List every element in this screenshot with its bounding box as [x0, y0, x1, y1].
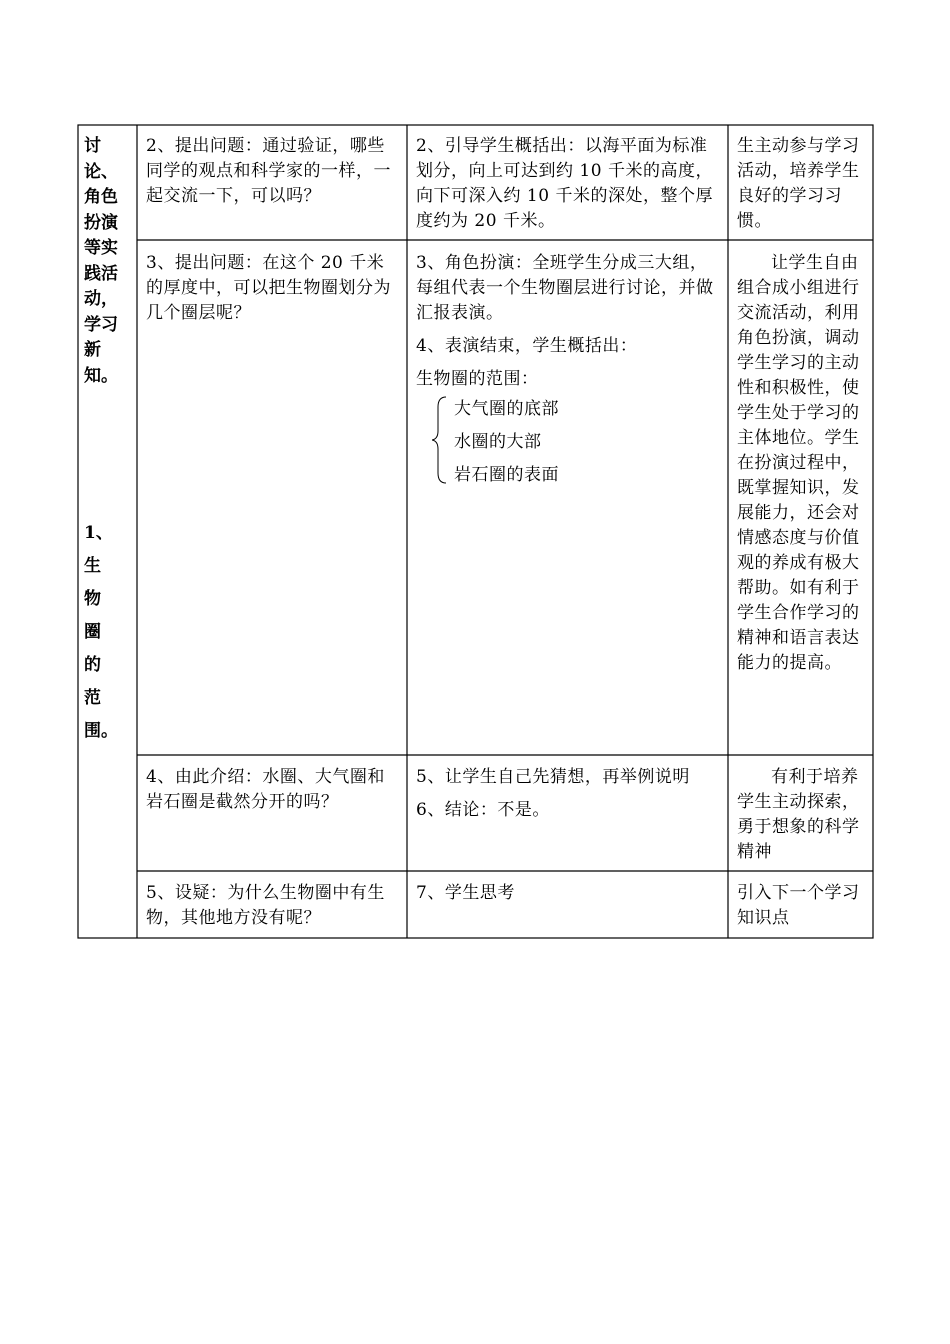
section-title: 讨 论、 角色 扮演 等实 践活 动， 学习 新 知。 [84, 136, 118, 386]
biosphere-range-group [416, 395, 720, 493]
row3-student-activity: 5、让学生自己先猜想，再举例说明 6、结论：不是。 [416, 767, 690, 820]
section-label [84, 134, 134, 748]
row1-teacher-activity: 2、提出问题：通过验证，哪些同学的观点和科学家的一样，一起交流一下，可以吗？ [146, 136, 391, 206]
range-item: 水圈的大部 [454, 432, 542, 452]
row4-student-activity: 7、学生思考 [416, 883, 515, 903]
brace-icon [432, 395, 448, 485]
row4-teacher-activity: 5、设疑：为什么生物圈中有生物，其他地方没有呢？ [146, 883, 385, 928]
row2-design-intent: 让学生自由组合成小组进行交流活动，利用角色扮演，调动学生学习的主动性和积极性，使学生处于学习的主体地位。学生在扮演过程中，既掌握知识，发展能力，还会对情感态度与价值观的养成有极大帮助。如有利于学生合作学习的精神和语言表达能力的提高。 [737, 253, 860, 673]
row2-teacher-activity: 3、提出问题：在这个 20 千米的厚度中，可以把生物圈划分为几个圈层呢？ [146, 253, 391, 323]
row2-student-activity: 3、角色扮演：全班学生分成三大组，每组代表一个生物圈层进行讨论，并做汇报表演。 4、表演结束，学生概括出： 生物圈的范围： 大气圈的底部 水圈的大部 岩石圈的表面 [416, 251, 720, 493]
row4-design-intent: 引入下一个学习知识点 [737, 883, 860, 928]
row1-student-activity: 2、引导学生概括出：以海平面为标准划分，向上可达到约 10 千米的高度，向下可深入约 10 千米的深处，整个厚度约为 20 千米。 [416, 136, 713, 231]
row3-design-intent: 有利于培养学生主动探索，勇于想象的科学精神 [737, 767, 860, 862]
range-item: 大气圈的底部 [454, 399, 559, 419]
row1-design-intent: 生主动参与学习活动，培养学生良好的学习习惯。 [737, 136, 860, 231]
row3-teacher-activity: 4、由此介绍：水圈、大气圈和岩石圈是截然分开的吗？ [146, 767, 385, 812]
section-subtitle: 1、 生 物 圈 的 范 围。 [84, 523, 118, 741]
range-item: 岩石圈的表面 [454, 465, 559, 485]
